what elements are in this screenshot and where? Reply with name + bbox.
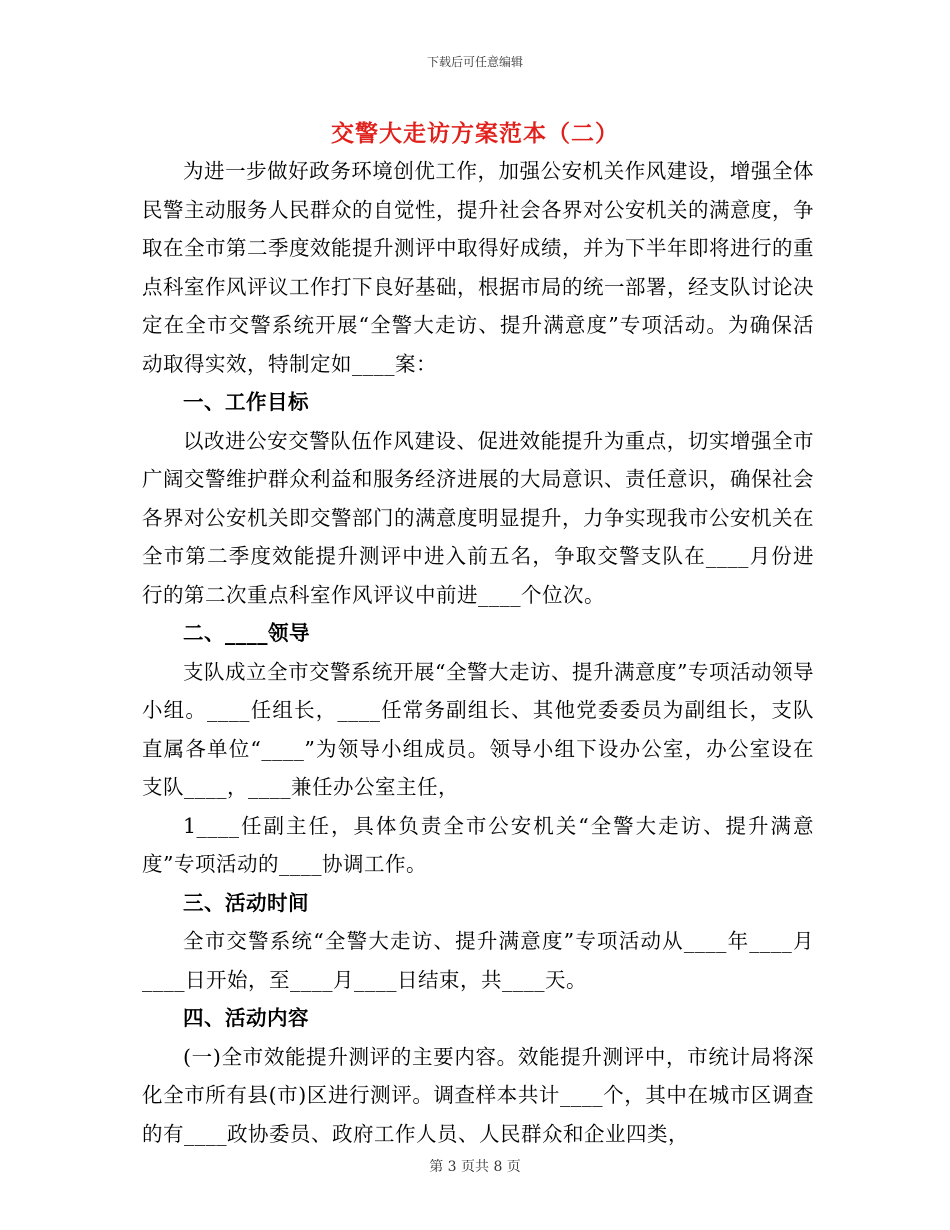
paragraph-time: 全市交警系统“全警大走访、提升满意度”专项活动从____年____月____日开始，至____月____日结束，共____天。	[142, 929, 814, 992]
section-heading-goals: 一、工作目标	[183, 390, 309, 414]
section-heading-content: 四、活动内容	[183, 1006, 309, 1030]
document-title: 交警大走访方案范本（二）	[331, 120, 619, 147]
section-heading-time: 三、活动时间	[183, 890, 309, 915]
header-note: 下载后可任意编辑	[426, 55, 523, 69]
page-number-footer: 第 3 页共 8 页	[429, 1159, 521, 1175]
paragraph-leadership-deputy: 1____任副主任，具体负责全市公安机关“全警大走访、提升满意度”专项活动的____协调工作。	[142, 813, 814, 876]
section-heading-leadership: 二、____领导	[183, 621, 310, 645]
paragraph-intro: 为进一步做好政务环境创优工作，加强公安机关作风建设，增强全体民警主动服务人民群众的自觉性，提升社会各界对公安机关的满意度，争取在全市第二季度效能提升测评中取得好成绩，并为下半年即将进行的重点科室作风评议工作打下良好基础，根据市局的统一部署，经支队讨论决定在全市交警系统开展“全警大走访、提升满意度”专项活动。为确保活动取得实效，特制定如____案：	[142, 159, 814, 376]
paragraph-leadership: 支队成立全市交警系统开展“全警大走访、提升满意度”专项活动领导小组。____任组长，____任常务副组长、其他党委委员为副组长，支队直属各单位“____”为领导小组成员。领导小组下设办公室，办公室设在支队____，____兼任办公室主任，	[142, 659, 814, 799]
document-body	[142, 152, 814, 1153]
paragraph-content: (一)全市效能提升测评的主要内容。效能提升测评中，市统计局将深化全市所有县(市)区进行测评。调查样本共计____个，其中在城市区调查的有____政协委员、政府工作人员、人民群众和企业四类，	[142, 1044, 814, 1146]
paragraph-goals: 以改进公安交警队伍作风建设、促进效能提升为重点，切实增强全市广阔交警维护群众利益和服务经济进展的大局意识、责任意识，确保社会各界对公安机关即交警部门的满意度明显提升，力争实现我市公安机关在全市第二季度效能提升测评中进入前五名，争取交警支队在____月份进行的第二次重点科室作风评议中前进____个位次。	[142, 428, 814, 607]
